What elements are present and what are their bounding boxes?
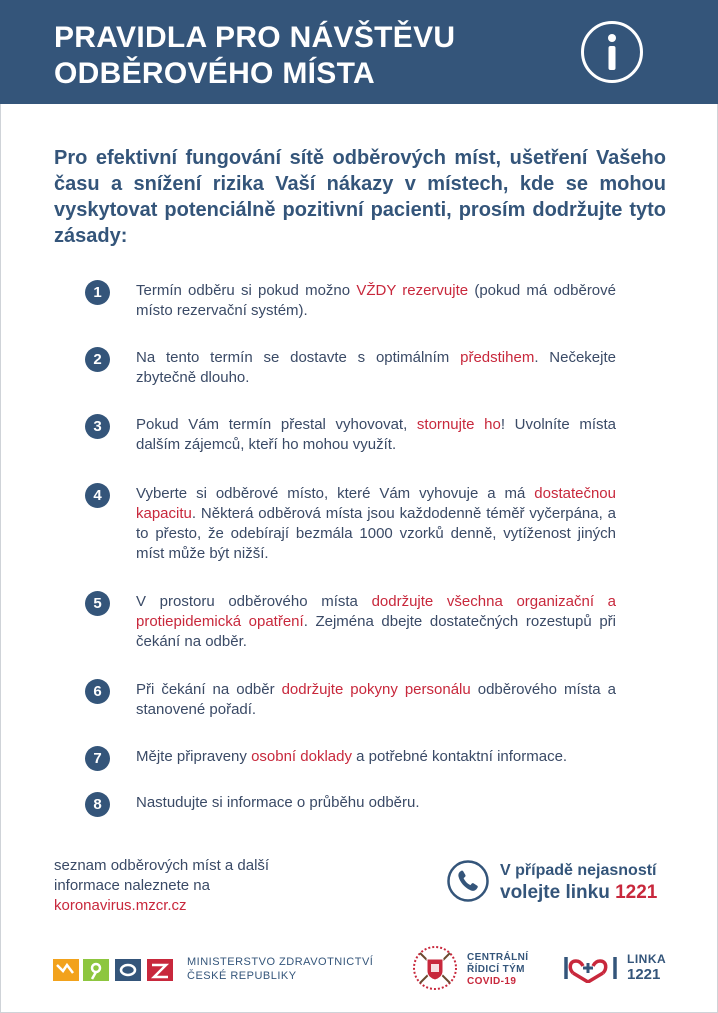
- ministry-logo-icon: [53, 955, 173, 983]
- rule-text-part: ! Uvolníte místa dalším zájemců, kteří ho mohou využít.: [136, 416, 617, 453]
- footer-note-line-2: informace naleznete na: [54, 877, 210, 894]
- rule-highlight: dostatečnou kapacitu: [136, 485, 616, 522]
- hotline-number[interactable]: 1221: [615, 882, 658, 903]
- rule-highlight: dodržujte všechna organizační a protiepidemická opatření: [136, 593, 616, 630]
- website-link[interactable]: koronavirus.mzcr.cz: [54, 897, 187, 914]
- info-icon: [580, 20, 644, 84]
- hotline-logo-icon: [563, 953, 619, 983]
- linka-label: LINKA: [627, 952, 667, 966]
- rule-text-part: Termín odběru si pokud možno: [136, 282, 357, 299]
- rule-highlight: dodržujte pokyny personálu: [281, 681, 471, 698]
- rule-text-part: Na tento termín se dostavte s optimálním: [136, 349, 461, 366]
- ministry-line-2: ČESKÉ REPUBLIKY: [187, 970, 297, 982]
- rule-text-part: Mějte připraveny: [136, 748, 252, 765]
- rule-number-badge: 5: [85, 591, 110, 616]
- hotline-line-2: [500, 882, 657, 904]
- rule-number-badge: 6: [85, 679, 110, 704]
- rule-text-part: Při čekání na odběr: [136, 681, 282, 698]
- rule-number-badge: 3: [85, 414, 110, 439]
- rule-highlight: stornujte ho: [416, 416, 501, 433]
- rule-text: [136, 680, 616, 720]
- hotline-logo-text: [627, 952, 666, 982]
- ministry-name: [187, 955, 373, 983]
- rule-number-badge: 4: [85, 483, 110, 508]
- rule-number-badge: 1: [85, 280, 110, 305]
- footer-note: [54, 856, 269, 916]
- central-team-name: [467, 952, 528, 988]
- rule-text-part: a potřebné kontaktní informace.: [351, 748, 568, 765]
- rule-text: [136, 415, 616, 455]
- title-line-2: ODBĚROVÉHO MÍSTA: [54, 57, 375, 90]
- rule-text: [136, 747, 616, 767]
- rule-text-part: . Zejména dbejte dostatečných rozestupů při čekání na odběr.: [136, 613, 616, 650]
- rule-text-part: . Nečekejte zbytečně dlouho.: [136, 349, 616, 386]
- rule-number-badge: 7: [85, 746, 110, 771]
- rule-text-part: odběrového místa a stanovené pořadí.: [136, 681, 616, 718]
- rule-highlight: předstihem: [460, 349, 535, 366]
- header-banner: [0, 0, 718, 104]
- crt-line-2: ŘÍDICÍ TÝM: [467, 964, 525, 975]
- hotline-text: [500, 860, 657, 904]
- footer-note-line-1: seznam odběrových míst a další: [54, 857, 270, 874]
- title-line-1: PRAVIDLA PRO NÁVŠTĚVU: [54, 21, 456, 54]
- hotline-prefix: volejte linku: [500, 882, 610, 903]
- rule-number-badge: 8: [85, 792, 110, 817]
- linka-number: 1221: [627, 966, 661, 983]
- page-title: [54, 20, 455, 92]
- central-team-crest-icon: [412, 945, 458, 991]
- rule-text: [136, 348, 616, 388]
- rule-text-part: Vyberte si odběrové místo, které Vám vyhovuje a má: [136, 485, 535, 502]
- ministry-line-1: MINISTERSTVO ZDRAVOTNICTVÍ: [187, 956, 374, 968]
- phone-icon: [447, 860, 489, 902]
- rule-number-badge: 2: [85, 347, 110, 372]
- crt-line-1: CENTRÁLNÍ: [467, 952, 529, 963]
- rule-text: [136, 592, 616, 652]
- crt-line-3: COVID-19: [467, 976, 517, 987]
- intro-text: Pro efektivní fungování sítě odběrových míst, ušetření Vašeho času a snížení rizika Vaší nákazy v místech, kde se mohou vyskytovat potenciálně pozitivní pacienti, prosím dodržujte tyto zásady:: [54, 147, 666, 247]
- rule-text-part: V prostoru odběrového místa: [136, 593, 372, 610]
- rule-text-part: . Některá odběrová místa jsou každodenně téměř vyčerpána, a to přesto, že odebírají bezmála 1000 vzorků denně, vytíženost jiných míst může být nižší.: [136, 505, 616, 562]
- rule-highlight: VŽDY rezervujte: [356, 282, 469, 299]
- rule-text-part: Nastudujte si informace o průběhu odběru.: [136, 794, 420, 811]
- rule-text-part: Pokud Vám termín přestal vyhovovat,: [136, 416, 417, 433]
- rule-text: [136, 793, 616, 813]
- rule-text: [136, 484, 616, 564]
- rule-highlight: osobní doklady: [251, 748, 352, 765]
- rule-text-part: (pokud má odběrové místo rezervační systém).: [136, 282, 616, 319]
- hotline-line-1: V případě nejasností: [500, 862, 657, 879]
- rule-text: [136, 281, 616, 321]
